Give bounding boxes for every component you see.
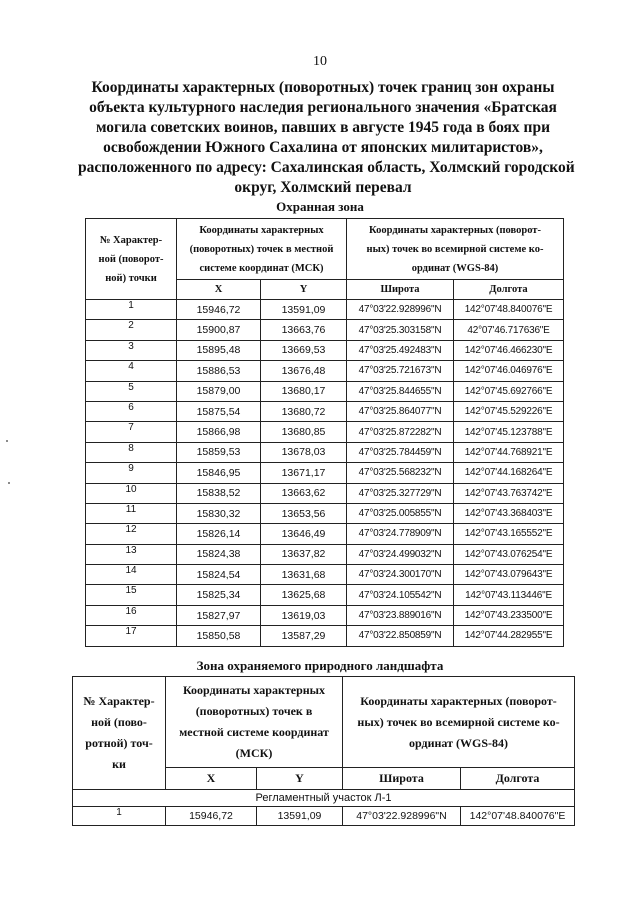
- x-coordinate-cell: 15846,95: [177, 463, 261, 483]
- x-coordinate-cell: 15879,00: [177, 381, 261, 401]
- table-row: [86, 585, 564, 605]
- latitude-cell: 47°03'25.721673"N: [347, 361, 454, 381]
- x-coordinate-cell: 15830,32: [177, 503, 261, 523]
- header-latitude: Широта: [347, 280, 454, 300]
- title-line: Координаты характерных (поворотных) точек границ зон охраны: [91, 79, 555, 96]
- x-coordinate-cell: 15838,52: [177, 483, 261, 503]
- y-coordinate-cell: 13637,82: [261, 544, 347, 564]
- zone2-heading: Зона охраняемого природного ландшафта: [196, 658, 444, 673]
- longitude-cell: 142°07'43.233500"E: [454, 605, 564, 625]
- table-row: [86, 626, 564, 646]
- y-coordinate-cell: 13680,72: [261, 401, 347, 421]
- longitude-cell: 142°07'43.079643"E: [454, 565, 564, 585]
- table-row: [86, 463, 564, 483]
- y-coordinate-cell: 13631,68: [261, 565, 347, 585]
- x-coordinate-cell: 15825,34: [177, 585, 261, 605]
- table-row: [86, 381, 564, 401]
- latitude-cell: 47°03'25.005855"N: [347, 503, 454, 523]
- point-number-cell: 14: [86, 565, 177, 585]
- point-number-cell: 12: [86, 524, 177, 544]
- longitude-cell: 142°07'44.768921"E: [454, 442, 564, 462]
- title-line: могила советских воинов, павших в августе 1945 года в боях при: [95, 119, 551, 136]
- point-number-cell: 13: [86, 544, 177, 564]
- longitude-cell: 142°07'46.046976"E: [454, 361, 564, 381]
- longitude-cell: 142°07'46.466230"E: [454, 340, 564, 360]
- x-coordinate-cell: 15866,98: [177, 422, 261, 442]
- latitude-cell: 47°03'25.492483"N: [347, 340, 454, 360]
- point-number-cell: 5: [86, 381, 177, 401]
- point-number-cell: 7: [86, 422, 177, 442]
- table-row: [86, 605, 564, 625]
- x-coordinate-cell: 15824,38: [177, 544, 261, 564]
- latitude-cell: 47°03'25.844655"N: [347, 381, 454, 401]
- header-longitude: Долгота: [461, 768, 575, 790]
- latitude-cell: 47°03'22.928996"N: [347, 300, 454, 320]
- y-coordinate-cell: 13591,09: [257, 807, 343, 826]
- longitude-cell: 142°07'43.076254"E: [454, 544, 564, 564]
- latitude-cell: 47°03'24.300170"N: [347, 565, 454, 585]
- latitude-cell: 47°03'25.327729"N: [347, 483, 454, 503]
- y-coordinate-cell: 13591,09: [261, 300, 347, 320]
- point-number-cell: 15: [86, 585, 177, 605]
- y-coordinate-cell: 13676,48: [261, 361, 347, 381]
- header-point-number: № Характер- ной (пово- ротной) точ- ки: [73, 677, 166, 790]
- header-y: Y: [261, 280, 347, 300]
- x-coordinate-cell: 15826,14: [177, 524, 261, 544]
- x-coordinate-cell: 15850,58: [177, 626, 261, 646]
- y-coordinate-cell: 13671,17: [261, 463, 347, 483]
- table-row: [86, 340, 564, 360]
- zone1-heading: Охранная зона: [276, 199, 364, 214]
- table-row: [86, 401, 564, 421]
- longitude-cell: 142°07'43.763742"E: [454, 483, 564, 503]
- y-coordinate-cell: 13669,53: [261, 340, 347, 360]
- header-longitude: Долгота: [454, 280, 564, 300]
- page-number: 10: [313, 54, 327, 69]
- latitude-cell: 47°03'24.499032"N: [347, 544, 454, 564]
- y-coordinate-cell: 13646,49: [261, 524, 347, 544]
- y-coordinate-cell: 13625,68: [261, 585, 347, 605]
- x-coordinate-cell: 15946,72: [166, 807, 257, 826]
- longitude-cell: 142°07'44.282955"E: [454, 626, 564, 646]
- zone1-coordinates-table: [85, 218, 564, 647]
- title-line: расположенного по адресу: Сахалинская область, Холмский городской: [78, 159, 575, 176]
- y-coordinate-cell: 13663,76: [261, 320, 347, 340]
- header-wgs: Координаты характерных (поворот- ных) точек во всемирной системе ко- ординат (WGS-84): [347, 219, 564, 280]
- section-row-label: Регламентный участок Л-1: [73, 790, 575, 807]
- scan-mark: [6, 440, 8, 442]
- longitude-cell: 142°07'48.840076"E: [454, 300, 564, 320]
- longitude-cell: 142°07'45.529226"E: [454, 401, 564, 421]
- y-coordinate-cell: 13587,29: [261, 626, 347, 646]
- point-number-cell: 1: [86, 300, 177, 320]
- latitude-cell: 47°03'24.778909"N: [347, 524, 454, 544]
- title-line: освобождении Южного Сахалина от японских милитаристов»,: [103, 139, 543, 156]
- table-row: [86, 320, 564, 340]
- header-msk: Координаты характерных (поворотных) точек в местной системе координат (МСК): [177, 219, 347, 280]
- latitude-cell: 47°03'25.872282"N: [347, 422, 454, 442]
- latitude-cell: 47°03'25.864077"N: [347, 401, 454, 421]
- table-row: [86, 483, 564, 503]
- point-number-cell: 2: [86, 320, 177, 340]
- header-x: X: [177, 280, 261, 300]
- latitude-cell: 47°03'25.784459"N: [347, 442, 454, 462]
- x-coordinate-cell: 15946,72: [177, 300, 261, 320]
- x-coordinate-cell: 15827,97: [177, 605, 261, 625]
- longitude-cell: 142°07'45.692766"E: [454, 381, 564, 401]
- point-number-cell: 6: [86, 401, 177, 421]
- table-row: [86, 565, 564, 585]
- latitude-cell: 47°03'22.850859"N: [347, 626, 454, 646]
- latitude-cell: 47°03'23.889016"N: [347, 605, 454, 625]
- point-number-cell: 8: [86, 442, 177, 462]
- x-coordinate-cell: 15900,87: [177, 320, 261, 340]
- header-msk: Координаты характерных (поворотных) точек в местной системе координат (МСК): [166, 677, 343, 768]
- table-row: [86, 300, 564, 320]
- point-number-cell: 10: [86, 483, 177, 503]
- scan-mark: [8, 482, 10, 484]
- point-number-cell: 9: [86, 463, 177, 483]
- table-row: [86, 361, 564, 381]
- y-coordinate-cell: 13680,85: [261, 422, 347, 442]
- y-coordinate-cell: 13680,17: [261, 381, 347, 401]
- header-latitude: Широта: [343, 768, 461, 790]
- longitude-cell: 142°07'44.168264"E: [454, 463, 564, 483]
- longitude-cell: 42°07'46.717636"E: [454, 320, 564, 340]
- x-coordinate-cell: 15875,54: [177, 401, 261, 421]
- x-coordinate-cell: 15886,53: [177, 361, 261, 381]
- latitude-cell: 47°03'25.303158"N: [347, 320, 454, 340]
- point-number-cell: 3: [86, 340, 177, 360]
- point-number-cell: 4: [86, 361, 177, 381]
- point-number-cell: 11: [86, 503, 177, 523]
- header-x: X: [166, 768, 257, 790]
- document-title: [78, 78, 575, 198]
- point-number-cell: 17: [86, 626, 177, 646]
- x-coordinate-cell: 15859,53: [177, 442, 261, 462]
- x-coordinate-cell: 15895,48: [177, 340, 261, 360]
- latitude-cell: 47°03'24.105542"N: [347, 585, 454, 605]
- y-coordinate-cell: 13619,03: [261, 605, 347, 625]
- latitude-cell: 47°03'22.928996"N: [343, 807, 461, 826]
- header-wgs: Координаты характерных (поворот- ных) точек во всемирной системе ко- ординат (WGS-84): [343, 677, 575, 768]
- header-y: Y: [257, 768, 343, 790]
- section-row: [73, 790, 575, 807]
- title-line: объекта культурного наследия регионального значения «Братская: [89, 99, 557, 116]
- zone2-coordinates-table: [72, 676, 575, 826]
- title-line: округ, Холмский перевал: [234, 179, 412, 196]
- table-row: [86, 524, 564, 544]
- table-row: [86, 544, 564, 564]
- longitude-cell: 142°07'45.123788"E: [454, 422, 564, 442]
- longitude-cell: 142°07'48.840076"E: [461, 807, 575, 826]
- y-coordinate-cell: 13653,56: [261, 503, 347, 523]
- header-point-number: № Характер- ной (поворот- ной) точки: [86, 219, 177, 300]
- longitude-cell: 142°07'43.113446"E: [454, 585, 564, 605]
- point-number-cell: 1: [73, 807, 166, 826]
- table-row: [86, 442, 564, 462]
- longitude-cell: 142°07'43.368403"E: [454, 503, 564, 523]
- y-coordinate-cell: 13663,62: [261, 483, 347, 503]
- longitude-cell: 142°07'43.165552"E: [454, 524, 564, 544]
- table-row: [73, 807, 575, 826]
- x-coordinate-cell: 15824,54: [177, 565, 261, 585]
- table-row: [86, 503, 564, 523]
- latitude-cell: 47°03'25.568232"N: [347, 463, 454, 483]
- table-row: [86, 422, 564, 442]
- point-number-cell: 16: [86, 605, 177, 625]
- y-coordinate-cell: 13678,03: [261, 442, 347, 462]
